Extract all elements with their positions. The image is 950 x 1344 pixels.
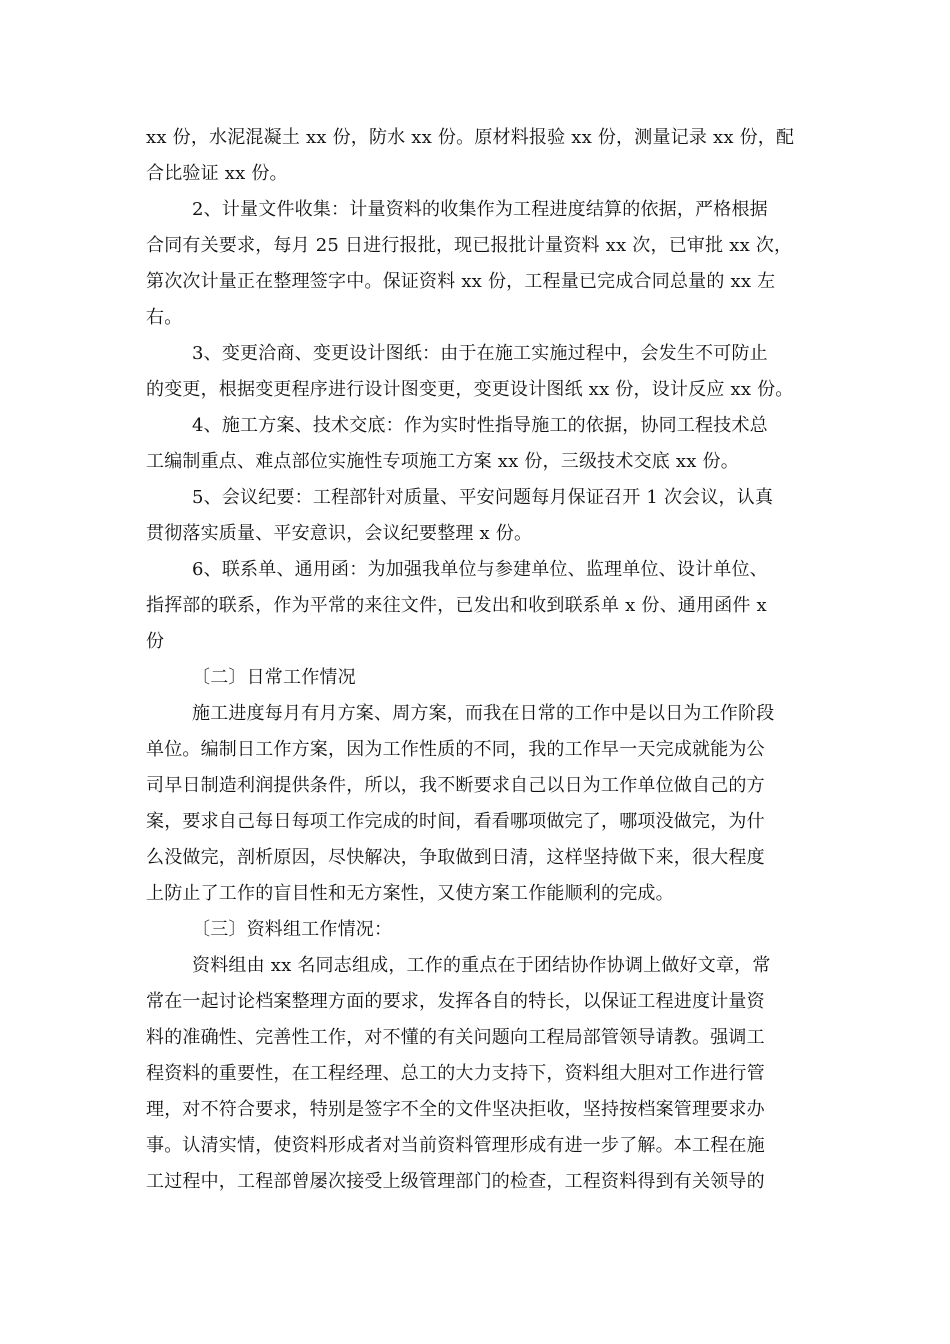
- section-heading: 〔二〕日常工作情况: [192, 667, 356, 688]
- paragraph-line: 的变更，根据变更程序进行设计图变更，变更设计图纸 xx 份，设计反应 xx 份。: [146, 379, 794, 400]
- section-heading: 〔三〕资料组工作情况：: [192, 919, 393, 940]
- paragraph-line: 份: [146, 631, 165, 652]
- paragraph-line: 第次次计量正在整理签字中。保证资料 xx 份，工程量已完成合同总量的 xx 左: [146, 271, 776, 292]
- paragraph-line: 贯彻落实质量、平安意识，会议纪要整理 x 份。: [146, 523, 533, 544]
- paragraph-line: 司早日制造利润提供条件，所以，我不断要求自己以日为工作单位做自己的方: [146, 775, 765, 796]
- paragraph-line: 工编制重点、难点部位实施性专项施工方案 xx 份，三级技术交底 xx 份。: [146, 451, 739, 472]
- paragraph-line: 资料组由 xx 名同志组成，工作的重点在于团结协作协调上做好文章，常: [192, 955, 771, 976]
- paragraph-line: 料的准确性、完善性工作，对不懂的有关问题向工程局部管领导请教。强调工: [146, 1027, 765, 1048]
- paragraph-line: 合比验证 xx 份。: [146, 163, 288, 184]
- paragraph-line: 常在一起讨论档案整理方面的要求，发挥各自的特长，以保证工程进度计量资: [146, 991, 765, 1012]
- paragraph-line: 右。: [146, 307, 183, 328]
- paragraph-line: 指挥部的联系，作为平常的来往文件，已发出和收到联系单 x 份、通用函件 x: [146, 595, 767, 616]
- paragraph-line: 施工进度每月有月方案、周方案，而我在日常的工作中是以日为工作阶段: [192, 703, 775, 724]
- paragraph-line: 6、联系单、通用函：为加强我单位与参建单位、监理单位、设计单位、: [192, 559, 768, 580]
- paragraph-line: 4、施工方案、技术交底：作为实时性指导施工的依据，协同工程技术总: [192, 415, 768, 436]
- paragraph-line: 2、计量文件收集：计量资料的收集作为工程进度结算的依据，严格根据: [192, 199, 768, 220]
- paragraph-line: xx 份，水泥混凝土 xx 份，防水 xx 份。原材料报验 xx 份，测量记录 xx 份，配: [146, 127, 795, 148]
- paragraph-line: 工过程中，工程部曾屡次接受上级管理部门的检查，工程资料得到有关领导的: [146, 1171, 765, 1192]
- paragraph-line: 上防止了工作的盲目性和无方案性，又使方案工作能顺利的完成。: [146, 883, 674, 904]
- paragraph-line: 案，要求自己每日每项工作完成的时间，看看哪项做完了，哪项没做完，为什: [146, 811, 765, 832]
- paragraph-line: 5、会议纪要：工程部针对质量、平安问题每月保证召开 1 次会议，认真: [192, 487, 774, 508]
- paragraph-line: 合同有关要求，每月 25 日进行报批，现已报批计量资料 xx 次，已审批 xx 次，: [146, 235, 793, 256]
- paragraph-line: 事。认清实情，使资料形成者对当前资料管理形成有进一步了解。本工程在施: [146, 1135, 765, 1156]
- paragraph-line: 程资料的重要性，在工程经理、总工的大力支持下，资料组大胆对工作进行管: [146, 1063, 765, 1084]
- paragraph-line: 单位。编制日工作方案，因为工作性质的不同，我的工作早一天完成就能为公: [146, 739, 765, 760]
- paragraph-line: 么没做完，剖析原因，尽快解决，争取做到日清，这样坚持做下来，很大程度: [146, 847, 765, 868]
- paragraph-line: 3、变更洽商、变更设计图纸：由于在施工实施过程中，会发生不可防止: [192, 343, 768, 364]
- paragraph-line: 理，对不符合要求，特别是签字不全的文件坚决拒收，坚持按档案管理要求办: [146, 1099, 765, 1120]
